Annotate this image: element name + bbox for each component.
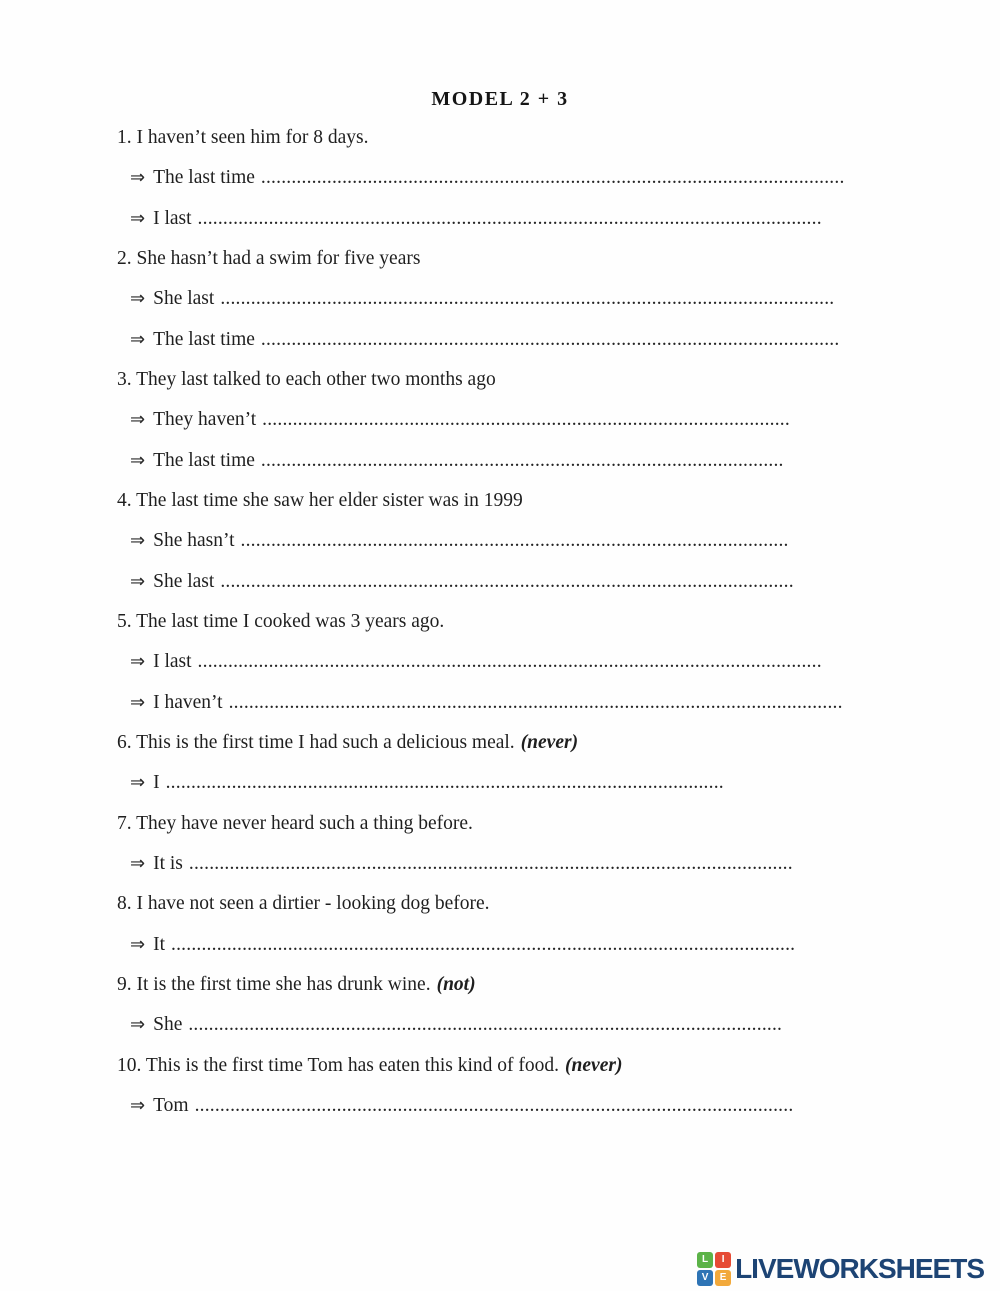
double-arrow-icon: ⇒ xyxy=(130,570,146,592)
answer-blank-3a[interactable] xyxy=(117,400,960,440)
double-arrow-icon: ⇒ xyxy=(130,933,146,955)
exercise-1-question xyxy=(117,118,960,158)
answer-prefix: The last time xyxy=(153,328,255,350)
answer-prefix: She last xyxy=(153,570,215,592)
exercise-10-question xyxy=(117,1046,960,1086)
answer-prefix: She hasn’t xyxy=(153,530,235,552)
question-text: 3. They last talked to each other two months ago xyxy=(117,368,496,390)
exercise-9-question xyxy=(117,965,960,1005)
double-arrow-icon: ⇒ xyxy=(130,167,146,189)
exercise-5-question xyxy=(117,602,960,642)
answer-blank-8a[interactable] xyxy=(117,925,960,965)
dotted-line: ......................................................................................................................... xyxy=(220,288,835,310)
answer-blank-7a[interactable] xyxy=(117,844,960,884)
answer-blank-10a[interactable] xyxy=(117,1086,960,1126)
question-text: 5. The last time I cooked was 3 years ago. xyxy=(117,610,445,632)
answer-blank-2b[interactable] xyxy=(117,320,960,360)
answer-blank-4b[interactable] xyxy=(117,562,960,602)
answer-prefix: She last xyxy=(153,288,215,310)
question-text: 9. It is the first time she has drunk wine. xyxy=(117,973,431,995)
question-note: (never) xyxy=(520,731,579,753)
dotted-line: ....................................................................................................... xyxy=(260,449,784,471)
exercise-4-question xyxy=(117,481,960,521)
question-text: 8. I have not seen a dirtier - looking dog before. xyxy=(117,893,490,915)
exercise-8-question xyxy=(117,884,960,924)
worksheet-title: MODEL 2 + 3 xyxy=(431,88,569,110)
double-arrow-icon: ⇒ xyxy=(130,530,146,552)
dotted-line: ....................................................................................................................... xyxy=(188,852,793,874)
dotted-line: ................................................................................................................... xyxy=(260,167,845,189)
answer-prefix: Tom xyxy=(153,1094,189,1116)
double-arrow-icon: ⇒ xyxy=(130,651,146,673)
liveworksheets-logo[interactable] xyxy=(697,1252,984,1286)
logo-square-l: L xyxy=(697,1252,713,1268)
exercise-7-question xyxy=(117,804,960,844)
answer-prefix: She xyxy=(153,1014,183,1036)
question-text: 2. She hasn’t had a swim for five years xyxy=(117,247,421,269)
answer-blank-1b[interactable] xyxy=(117,199,960,239)
answer-prefix: The last time xyxy=(153,449,255,471)
answer-blank-3b[interactable] xyxy=(117,441,960,481)
liveworksheets-wordmark: LIVEWORKSHEETS xyxy=(735,1253,984,1284)
double-arrow-icon: ⇒ xyxy=(130,207,146,229)
exercise-list xyxy=(117,118,960,1126)
dotted-line: .................................................................................................................. xyxy=(260,328,840,350)
exercise-6-question xyxy=(117,723,960,763)
answer-blank-5a[interactable] xyxy=(117,642,960,682)
double-arrow-icon: ⇒ xyxy=(130,409,146,431)
answer-prefix: They haven’t xyxy=(153,409,257,431)
double-arrow-icon: ⇒ xyxy=(130,852,146,874)
answer-blank-1a[interactable] xyxy=(117,158,960,198)
answer-prefix: The last time xyxy=(153,167,255,189)
answer-prefix: It xyxy=(153,933,166,955)
exercise-3-question xyxy=(117,360,960,400)
answer-blank-9a[interactable] xyxy=(117,1005,960,1045)
question-text: 4. The last time she saw her elder sister was in 1999 xyxy=(117,489,523,511)
dotted-line: ........................................................................................................................... xyxy=(197,207,822,229)
answer-prefix: I haven’t xyxy=(153,691,223,713)
double-arrow-icon: ⇒ xyxy=(130,691,146,713)
double-arrow-icon: ⇒ xyxy=(130,328,146,350)
dotted-line: ............................................................................................................ xyxy=(240,530,789,552)
dotted-line: ........................................................................................................................... xyxy=(171,933,796,955)
dotted-line: .............................................................................................................. xyxy=(165,772,724,794)
double-arrow-icon: ⇒ xyxy=(130,449,146,471)
double-arrow-icon: ⇒ xyxy=(130,288,146,310)
dotted-line: ........................................................................................................ xyxy=(262,409,790,431)
question-text: 7. They have never heard such a thing before. xyxy=(117,812,473,834)
answer-prefix: I last xyxy=(153,207,192,229)
question-text: 6. This is the first time I had such a delicious meal. xyxy=(117,731,515,753)
dotted-line: ...................................................................................................................... xyxy=(194,1094,794,1116)
logo-square-i: I xyxy=(715,1252,731,1268)
answer-prefix: It is xyxy=(153,852,183,874)
liveworksheets-grid-icon xyxy=(697,1252,731,1286)
answer-blank-4a[interactable] xyxy=(117,521,960,561)
logo-square-e: E xyxy=(715,1270,731,1286)
question-note: (never) xyxy=(565,1054,623,1076)
answer-prefix: I xyxy=(153,772,160,794)
double-arrow-icon: ⇒ xyxy=(130,772,146,794)
question-text: 10. This is the first time Tom has eaten this kind of food. xyxy=(117,1054,560,1076)
double-arrow-icon: ⇒ xyxy=(130,1094,146,1116)
exercise-2-question xyxy=(117,239,960,279)
double-arrow-icon: ⇒ xyxy=(130,1014,146,1036)
dotted-line: ..................................................................................................................... xyxy=(188,1014,783,1036)
answer-prefix: I last xyxy=(153,651,192,673)
question-text: 1. I haven’t seen him for 8 days. xyxy=(117,127,369,148)
dotted-line: ......................................................................................................................... xyxy=(228,691,843,713)
answer-blank-6a[interactable] xyxy=(117,763,960,803)
logo-square-v: V xyxy=(697,1270,713,1286)
answer-blank-2a[interactable] xyxy=(117,279,960,319)
dotted-line: ................................................................................................................. xyxy=(220,570,794,592)
dotted-line: ........................................................................................................................... xyxy=(197,651,822,673)
question-note: (not) xyxy=(436,973,476,995)
answer-blank-5b[interactable] xyxy=(117,683,960,723)
